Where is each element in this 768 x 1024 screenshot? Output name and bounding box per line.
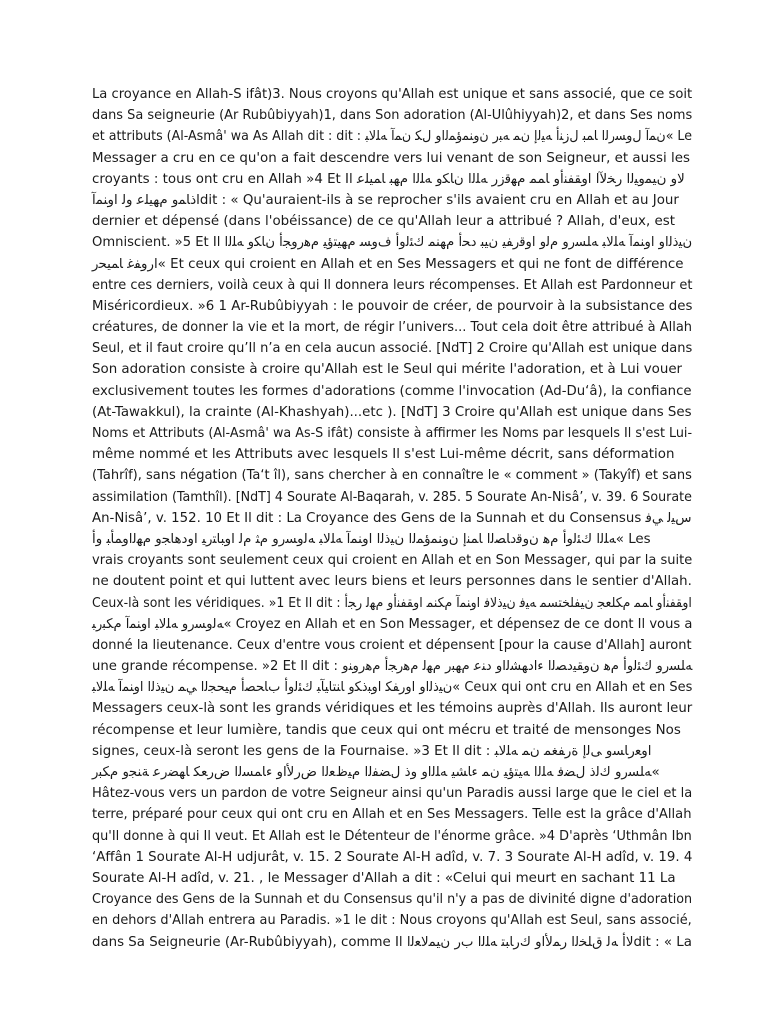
text-line: Croyance des Gens de la Sunnah et du Consensus qu'il n'y a pas de divinité digne d'adoration xyxy=(92,892,693,908)
text-line: ne doutent point et qui luttent avec leurs biens et leurs personnes dans le sentier d'Allah. xyxy=(92,574,692,590)
text-line: Seul, et il faut croire qu’Il n’a en cela aucun associé. [NdT] 2 Croire qu'Allah est unique dans xyxy=(92,341,693,357)
text-line: ‎ﺍﺫﺎﻤﻭ ﻡﻬﻴﻠﻋ ﻭﻟ ﺍﻭﻨﻤﺁ‎dit : « Qu'auraient-ils à se reprocher s'ils avaient cru en Allah et au Jour xyxy=(92,192,679,208)
text-line: en dehors d'Allah entrera au Paradis. »1 le dit : Nous croyons qu'Allah est Seul, sans associé, xyxy=(92,913,692,929)
text-line: Omniscient. »5 Et Il ‎ﻥﻴﺫﻟﺍﻭ ﺍﻭﻨﻤﺁ ﻪﻠﻟﺎﺒ ﻪﻠﺴﺭﻭ ﻡﻟﻭ ﺍﻭﻗﺭﻔﻴ ﻥﻴﺒ ﺩﺤﺃ ﻡﻬﻨﻤ ﻙﺌﻟﻭﺃ ﻑﻭﺴ ﻡﻬﻴﺘﺅﻴ ﻡﻫﺭﻭﺠﺃ ﻥﺎﻜﻭ ﻪﻠﻟﺍ xyxy=(92,235,693,251)
text-line: ‎ﺍﺭﻭﻔﻏ ﺎﻤﻴﺤﺭ‎« Et ceux qui croient en Allah et en Ses Messagers et qui ne font de différence xyxy=(92,256,684,272)
text-line: Ceux-là sont les véridiques. »1 Et Il dit : ‎ﺍﻭﻘﻔﻨﺃﻭ ﺎﻤﻤ ﻡﻜﻠﻌﺠ ﻥﻴﻔﻠﺨﺘﺴﻤ ﻪﻴﻓ ﻥﻴﺫﻟﺎﻓ ﺍﻭﻨﻤﺁ ﻡﻜﻨﻤ ﺍﻭﻘﻔﻨﺃﻭ ﻡﻬﻟ ﺭﺠﺃ xyxy=(92,595,692,611)
text-line: signes, ceux-là seront les gens de la Fournaise. »3 Et Il dit : ‎ﺍﻭﻌﺭﺎﺴﻭ ﻰﻟﺇ ﺓﺭﻔﻐﻤ ﻥﻤ ﻪﻠﻟﺎﺒ xyxy=(92,743,652,759)
text-line: ‎ﻥﻴﺫﻟﺍﻭ ﺍﻭﺭﻔﻜ ﺍﻭﺒﺫﻜﻭ ﺎﻨﺘﺎﻴﺂﺒ ﻙﺌﻟﻭﺃ ﺏﺎﺤﺼﺃ ﻡﻴﺤﺠﻟﺍ ﻲﻤ ﻥﻴﺫﻟﺍ ﺍﻭﻨﻤﺁ ﻪﻠﻟﺎﺒ‎« Ceux qui ont cru en Allah et en Ses xyxy=(92,680,693,696)
text-line: récompense et leur lumière, tandis que ceux qui ont mécru et traité de mensonges Nos xyxy=(92,722,681,738)
text-line: entre ces derniers, voilà ceux à qui Il donnera leurs récompenses. Et Allah est Pardonneur et xyxy=(92,277,693,293)
text-line: (At-Tawakkul), la crainte (Al-Khashyah)...etc ). [NdT] 3 Croire qu'Allah est unique dans Ses xyxy=(92,404,692,420)
text-line: qu'Il donne à qui Il veut. Et Allah est le Détenteur de l'énorme grâce. »4 D'après ‘Uthmân Ibn xyxy=(92,828,692,844)
text-line: An-Nisâ’, v. 152. 10 Et Il dit : La Croyance des Gens de la Sunnah et du Consensus ‎ﺱﻴﻟ ﻲﻓ xyxy=(92,510,692,526)
text-line: dans Sa seigneurie (Ar Rubûbiyyah)1, dans Son adoration (Al-Ulûhiyyah)2, et dans Ses noms xyxy=(92,108,693,124)
text-line: Son adoration consiste à croire qu'Allah est le Seul qui mérite l'adoration, et à Lui vouer xyxy=(92,362,683,378)
text-line: dernier et dépensé (dans l'obéissance) de ce qu'Allah leur a attribué ? Allah, d'eux, est xyxy=(92,214,675,230)
text-line: une grande récompense. »2 Et Il dit : ‎ﻪﻠﺴﺭﻭ ﻙﺌﻟﻭﺃ ﻡﻫ ﻥﻭﻘﻴﺩﺼﻟﺍ ﺀﺍﺩﻬﺸﻟﺍﻭ ﺩﻨﻋ ﻡﻬﺒﺭ ﻡﻬﻟ ﻡﻫﺭﺠﺃ ﻡﻫﺭﻭﻨﻭ xyxy=(92,659,693,675)
text-line: ‎ﻪﻟﻭﺴﺭﻭ ﻪﻠﻟﺎﺒ ﺍﻭﻨﻤﺁ ﻡﻜﺒﺭﺒ‎« Croyez en Allah et en Son Messager, et dépensez de ce dont Il vous a xyxy=(92,616,693,632)
text-line: La croyance en Allah-S ifât)3. Nous croyons qu'Allah est unique et sans associé, que ce soit xyxy=(92,87,693,102)
body-text xyxy=(92,84,692,953)
text-line: même nommé et les Attributs avec lesquels Il s'est Lui-même décrit, sans déformation xyxy=(92,447,675,463)
text-line: (Tahrîf), sans négation (Ta‘t îl), sans chercher à en connaître le « comment » (Takyîf) et sans xyxy=(92,468,692,484)
text-line: Sourate Al-H adîd, v. 21. , le Messager d'Allah a dit : «Celui qui meurt en sachant 11 La xyxy=(92,870,676,886)
text-line: terre, préparé pour ceux qui ont cru en Allah et en Ses Messagers. Telle est la grâce d'Allah xyxy=(92,807,692,823)
text-line: dans Sa Seigneurie (Ar-Rubûbiyyah), comme Il ‎ﻻﺃ ﻪﻟ ﻕﻠﺨﻟﺍ ﺭﻤﻷﺍﻭ ﻙﺭﺎﺒﺘ ﻪﻠﻟﺍ ﺏﺭ ﻥﻴﻤﻟﺎﻌﻟﺍ‎dit : « La xyxy=(92,934,692,950)
text-line: ‘Affân 1 Sourate Al-H udjurât, v. 15. 2 Sourate Al-H adîd, v. 7. 3 Sourate Al-H adîd, v. 19. 4 xyxy=(92,849,693,865)
text-line: Messager a cru en ce qu'on a fait descendre vers lui venant de son Seigneur, et aussi les xyxy=(92,150,690,166)
text-line: croyants : tous ont cru en Allah »4 Et Il ‎ﻻﻭ ﻥﻴﻤﻭﻴﻟﺍ ﺭﺨﻵﺍ ﺍﻭﻘﻔﻨﺃﻭ ﺎﻤﻤ ﻡﻬﻗﺯﺭ ﻪﻠﻟﺍ ﻥﺎﻜﻭ ﻪﻠﻟﺍ ﻡﻬﺒ ﺎﻤﻴﻠﻋ xyxy=(92,171,685,187)
text-line: assimilation (Tamthîl). [NdT] 4 Sourate Al-Baqarah, v. 285. 5 Sourate An-Nisâ’, v. 39. 6 Sourate xyxy=(92,489,692,505)
text-line: Hâtez-vous vers un pardon de votre Seigneur ainsi qu'un Paradis aussi large que le ciel et la xyxy=(92,786,693,802)
text-line: Noms et Attributs (Al-Asmâ' wa As-S ifât) consiste à affirmer les Noms par lesquels Il s'est Lui- xyxy=(92,426,693,441)
text-line: Messagers ceux-là sont les grands véridiques et les témoins auprès d'Allah. Ils auront leur xyxy=(92,701,693,717)
text-line: ‎ﻪﻠﺴﺭﻭ ﻙﻟﺫ ﻝﻀﻓ ﻪﻠﻟﺍ ﻪﻴﺘﺅﻴ ﻥﻤ ﺀﺎﺸﻴ ﻪﻠﻟﺍﻭ ﻭﺫ ﻝﻀﻔﻟﺍ ﻡﻴﻅﻌﻟﺍ ﺽﺭﻷﺍﻭ ﺀﺎﻤﺴﻟﺍ ﺽﺭﻌﻜ ﺎﻬﻀﺭﻋ ﺔﻨﺠﻭ ﻡﻜﺒﺭ‎« xyxy=(92,765,660,780)
text-line: créatures, de donner la vie et la mort, de régir l’univers... Tout cela doit être attribué à Allah xyxy=(92,320,693,336)
text-line: ‎ﻪﻠﻟﺍ ﻙﺌﻟﻭﺃ ﻡﻫ ﻥﻭﻗﺩﺎﺼﻟﺍ ﺎﻤﻨﺇ ﻥﻭﻨﻤﺅﻤﻟﺍ ﻥﻴﺫﻟﺍ ﺍﻭﻨﻤﺁ ﻪﻠﻟﺎﺒ ﻪﻟﻭﺴﺭﻭ ﻡﺜ ﻡﻟ ﺍﻭﺒﺎﺘﺭﻴ ﺍﻭﺩﻫﺎﺠﻭ ﻡﻬﻟﺍﻭﻤﺄﺒ ﻭﺃ‎« Les xyxy=(92,531,651,547)
text-line: Miséricordieux. »6 1 Ar-Rubûbiyyah : le pouvoir de créer, de pourvoir à la subsistance des xyxy=(92,298,693,314)
text-line: donné la lieutenance. Ceux d'entre vous croient et dépensent [pour la cause d'Allah] auront xyxy=(92,637,692,653)
text-line: et attributs (Al-Asmâ' wa As Allah dit : dit : ‎ﻥﻤﺁ ﻝﻭﺴﺭﻟﺍ ﺎﻤﺒ ﻝﺯﻨﺃ ﻪﻴﻟﺇ ﻥﻤ ﻪﺒﺭ ﻥﻭﻨﻤﺅﻤﻟﺍﻭ ﻝﻜ ﻥﻤﺁ ﻪﻠﻟﺎﺒ‎« Le xyxy=(92,129,693,145)
text-line: vrais croyants sont seulement ceux qui croient en Allah et en Son Messager, qui par la suite xyxy=(92,553,693,569)
text-line: exclusivement toutes les formes d'adorations (comme l'invocation (Ad-Du‘â), la confiance xyxy=(92,383,692,399)
